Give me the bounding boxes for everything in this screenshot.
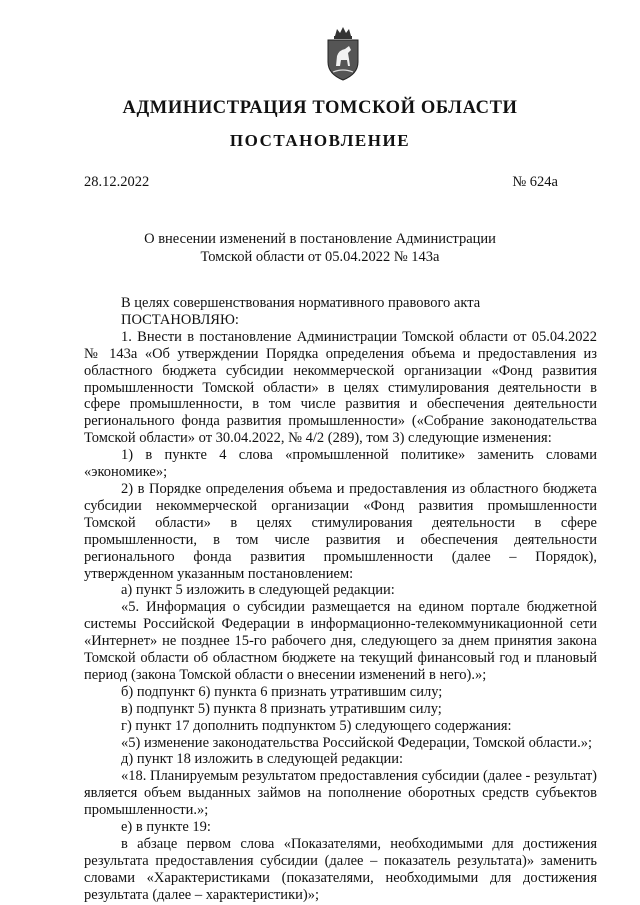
paragraph: в) подпункт 5) пункта 8 признать утратившим силу; <box>121 700 442 717</box>
paragraph: 1. Внести в постановление Администрации Томской области от 05.04.2022 № 143а «Об утверждении Порядка определения объема и предоставления из областного бюджета субсидии некоммерческой организации «Фонд развития промышленности Томской области» в целях стимулирования деятельности в сфере промышленности, в том числе развития и обеспечения деятельности регионального фонда развития промышленности» («Собрание законодательства Томской области» от 30.04.2022, № 4/2 (289), том 3) следующие изменения: <box>84 328 597 447</box>
paragraph: «18. Планируемым результатом предоставления субсидии (далее - результат) является объем выданных займов на пополнение оборотных средств субъектов промышленности.»; <box>84 768 597 819</box>
organization-name: АДМИНИСТРАЦИЯ ТОМСКОЙ ОБЛАСТИ <box>122 98 518 118</box>
document-subject <box>0 230 640 266</box>
subject-line: Томской области от 05.04.2022 № 143а <box>200 249 440 265</box>
paragraph: г) пункт 17 дополнить подпунктом 5) следующего содержания: <box>121 717 512 734</box>
paragraph: а) пункт 5 изложить в следующей редакции: <box>121 582 395 599</box>
paragraph: «5) изменение законодательства Российской Федерации, Томской области.»; <box>121 734 592 751</box>
paragraph: д) пункт 18 изложить в следующей редакции: <box>121 751 403 768</box>
paragraph: в абзаце первом слова «Показателями, необходимыми для достижения результата предоставления субсидии (далее – показатель результата)» заменить словами «Характеристиками (показателями, необходимыми для достижения результата (далее – характеристики)»; <box>84 836 597 903</box>
paragraph: 1) в пункте 4 слова «промышленной политике» заменить словами «экономике»; <box>84 447 597 481</box>
subject-line: О внесении изменений в постановление Администрации <box>144 231 496 247</box>
document-body <box>84 295 597 904</box>
document-type: ПОСТАНОВЛЕНИЕ <box>229 131 411 150</box>
paragraph: е) в пункте 19: <box>121 819 211 836</box>
paragraph: «5. Информация о субсидии размещается на едином портале бюджетной системы Российской Федерации в информационно-телекоммуникационной сети «Интернет» не позднее 15-го рабочего дня, следующего за днем принятия закона Томской области об областном бюджете на текущий финансовый год и плановый период (закона Томской области о внесении изменений в него).»; <box>84 599 597 683</box>
coat-of-arms-icon <box>324 26 362 82</box>
document-date: 28.12.2022 <box>84 174 150 190</box>
paragraph: 2) в Порядке определения объема и предоставления из областного бюджета субсидии некоммерческой организации «Фонд развития промышленности Томской области» в целях стимулирования деятельности в сфере промышленности, в том числе развития и обеспечения деятельности регионального фонда развития промышленности (далее – Порядок), утвержденном указанным постановлением: <box>84 480 597 582</box>
paragraph: ПОСТАНОВЛЯЮ: <box>121 311 239 328</box>
paragraph: В целях совершенствования нормативного правового акта <box>121 295 481 311</box>
paragraph: б) подпункт 6) пункта 6 признать утратившим силу; <box>121 683 443 700</box>
document-number: № 624а <box>512 174 558 190</box>
